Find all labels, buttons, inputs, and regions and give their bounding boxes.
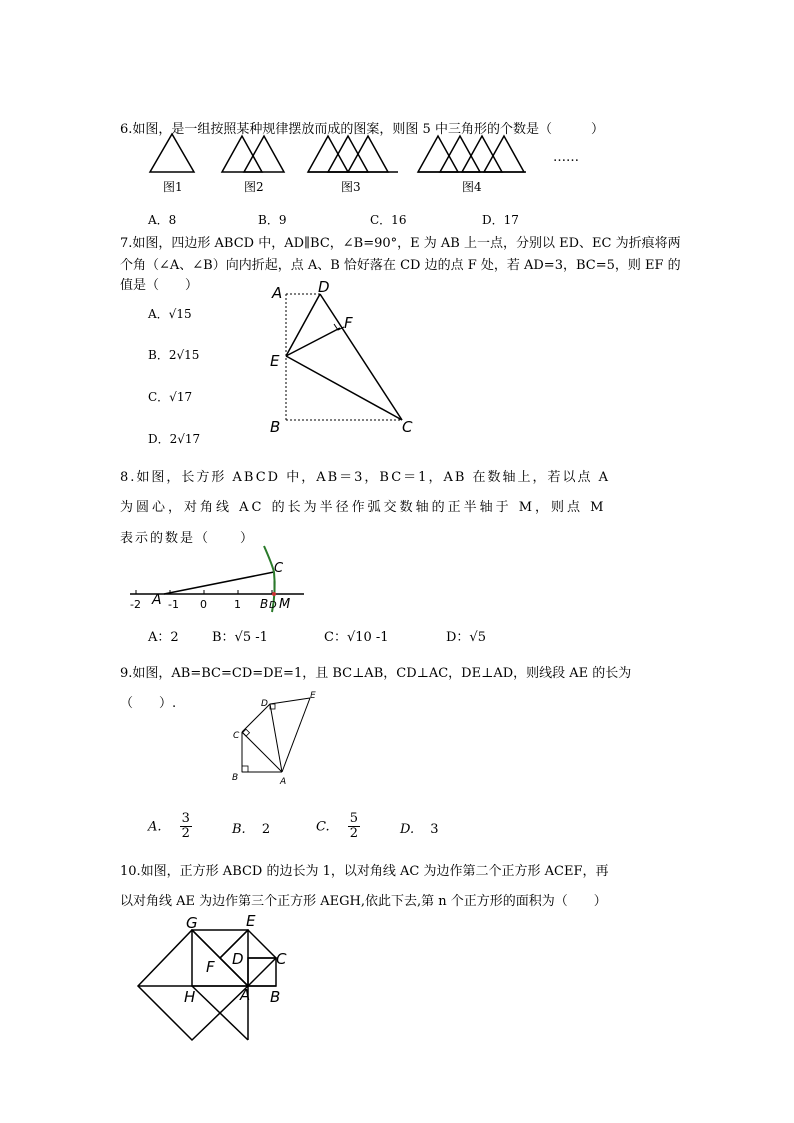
q6-option-b: B．9 bbox=[258, 213, 287, 227]
q6-figure-2 bbox=[220, 134, 290, 178]
q10-figure bbox=[136, 910, 316, 1042]
q7-option-a: A．√15 bbox=[148, 307, 192, 321]
q10-label-f: F bbox=[206, 958, 215, 976]
q6-option-d: D．17 bbox=[482, 213, 519, 227]
q9-option-b-letter: B. bbox=[232, 822, 246, 837]
q6-ellipsis: …… bbox=[553, 150, 579, 165]
q6-fig-label-3: 图3 bbox=[341, 180, 361, 194]
q8-tick-1: 1 bbox=[234, 598, 241, 611]
q10-label-d: D bbox=[232, 950, 244, 968]
q8-stem-line3: 表示的数是（ ） bbox=[120, 531, 256, 546]
q7-figure bbox=[262, 278, 432, 438]
q9-option-c-fraction bbox=[348, 812, 360, 842]
q9-label-d: D bbox=[261, 699, 268, 709]
q9-option-b-value: 2 bbox=[261, 822, 271, 837]
q9-option-d-value: 3 bbox=[430, 822, 439, 837]
q8-stem-line2: 为圆心，对角线 AC 的长为半径作弧交数轴的正半轴于 M，则点 M bbox=[120, 500, 607, 515]
q7-stem-line2: 个角（∠A、∠B）向内折起，点 A、B 恰好落在 CD 边的点 F 处，若 AD=3，BC=5，则 EF 的 bbox=[120, 258, 681, 273]
q9-option-a bbox=[148, 812, 192, 842]
q7-label-a: A bbox=[272, 284, 283, 302]
q9-option-c bbox=[316, 812, 360, 842]
q6-stem: 6.如图，是一组按照某种规律摆放而成的图案，则图 5 中三角形的个数是（ ） bbox=[120, 122, 604, 137]
q10-label-b: B bbox=[270, 988, 281, 1006]
q8-label-m: M bbox=[279, 597, 291, 612]
q6-fig-label-2: 图2 bbox=[244, 180, 264, 194]
q6-fig-label-1: 图1 bbox=[163, 180, 183, 194]
q9-label-a: A bbox=[280, 777, 287, 787]
q8-figure bbox=[126, 542, 316, 616]
q6-figure-1 bbox=[148, 132, 198, 178]
q9-option-c-den: 2 bbox=[349, 826, 359, 842]
q9-option-d bbox=[400, 822, 439, 837]
q6-figure-3 bbox=[306, 134, 402, 178]
q9-option-a-fraction bbox=[180, 812, 192, 842]
q7-label-c: C bbox=[402, 418, 413, 436]
q7-option-b: B．2√15 bbox=[148, 348, 200, 362]
q8-label-c: C bbox=[274, 561, 284, 576]
q10-label-a: A bbox=[240, 986, 251, 1004]
q9-option-d-letter: D. bbox=[400, 822, 415, 837]
q8-option-a: A：2 bbox=[148, 630, 179, 645]
q9-option-c-letter: C. bbox=[316, 819, 330, 835]
q9-stem-line2: （ ）. bbox=[120, 696, 177, 711]
q8-label-a: A bbox=[152, 592, 162, 608]
q9-option-b bbox=[232, 822, 270, 837]
q7-label-b: B bbox=[270, 418, 281, 436]
q9-figure bbox=[228, 690, 328, 790]
q8-option-d: D：√5 bbox=[446, 630, 486, 645]
q9-option-c-num: 5 bbox=[349, 811, 359, 826]
q8-tick-neg1: -1 bbox=[168, 598, 179, 611]
q8-option-c: C：√10 -1 bbox=[324, 630, 389, 645]
q10-label-h: H bbox=[184, 988, 196, 1006]
q9-label-b: B bbox=[232, 773, 239, 783]
q7-stem-line1: 7.如图，四边形 ABCD 中，AD∥BC，∠B=90°，E 为 AB 上一点，分别以 ED、EC 为折痕将两 bbox=[120, 236, 681, 251]
q7-label-e: E bbox=[270, 352, 280, 370]
q10-stem-line2: 以对角线 AE 为边作第三个正方形 AEGH,依此下去,第 n 个正方形的面积为（ ） bbox=[120, 894, 607, 909]
q7-option-d: D．2√17 bbox=[148, 432, 201, 446]
q10-label-e: E bbox=[246, 912, 256, 930]
q8-tick-neg2: -2 bbox=[130, 598, 141, 611]
q6-figure-4 bbox=[416, 134, 532, 178]
q6-option-c: C．16 bbox=[370, 213, 407, 227]
q8-tick-0: 0 bbox=[200, 598, 207, 611]
q8-stem-line1: 8.如图，长方形 ABCD 中，AB＝3，BC＝1，AB 在数轴上，若以点 A bbox=[120, 470, 611, 485]
q7-label-f: F bbox=[344, 314, 353, 332]
q7-option-c: C．√17 bbox=[148, 390, 193, 404]
q9-option-a-letter: A. bbox=[148, 819, 162, 835]
q8-label-d: D bbox=[269, 600, 277, 611]
q10-label-g: G bbox=[186, 914, 198, 932]
q7-stem-line3: 值是（ ） bbox=[120, 278, 199, 293]
q9-option-a-den: 2 bbox=[181, 826, 190, 842]
q10-stem-line1: 10.如图，正方形 ABCD 的边长为 1，以对角线 AC 为边作第二个正方形 ACEF，再 bbox=[120, 864, 609, 879]
q7-label-d: D bbox=[318, 278, 330, 296]
q9-option-a-num: 3 bbox=[181, 811, 190, 826]
q9-label-c: C bbox=[233, 731, 240, 741]
q10-label-c: C bbox=[276, 950, 287, 968]
q8-option-b: B：√5 -1 bbox=[212, 630, 268, 645]
q9-stem-line1: 9.如图，AB=BC=CD=DE=1，且 BC⊥AB，CD⊥AC，DE⊥AD，则线段 AE 的长为 bbox=[120, 666, 632, 681]
q9-label-e: E bbox=[310, 691, 316, 701]
q6-fig-label-4: 图4 bbox=[462, 180, 482, 194]
q8-label-b: B bbox=[260, 597, 269, 611]
q6-option-a: A．8 bbox=[148, 213, 177, 227]
